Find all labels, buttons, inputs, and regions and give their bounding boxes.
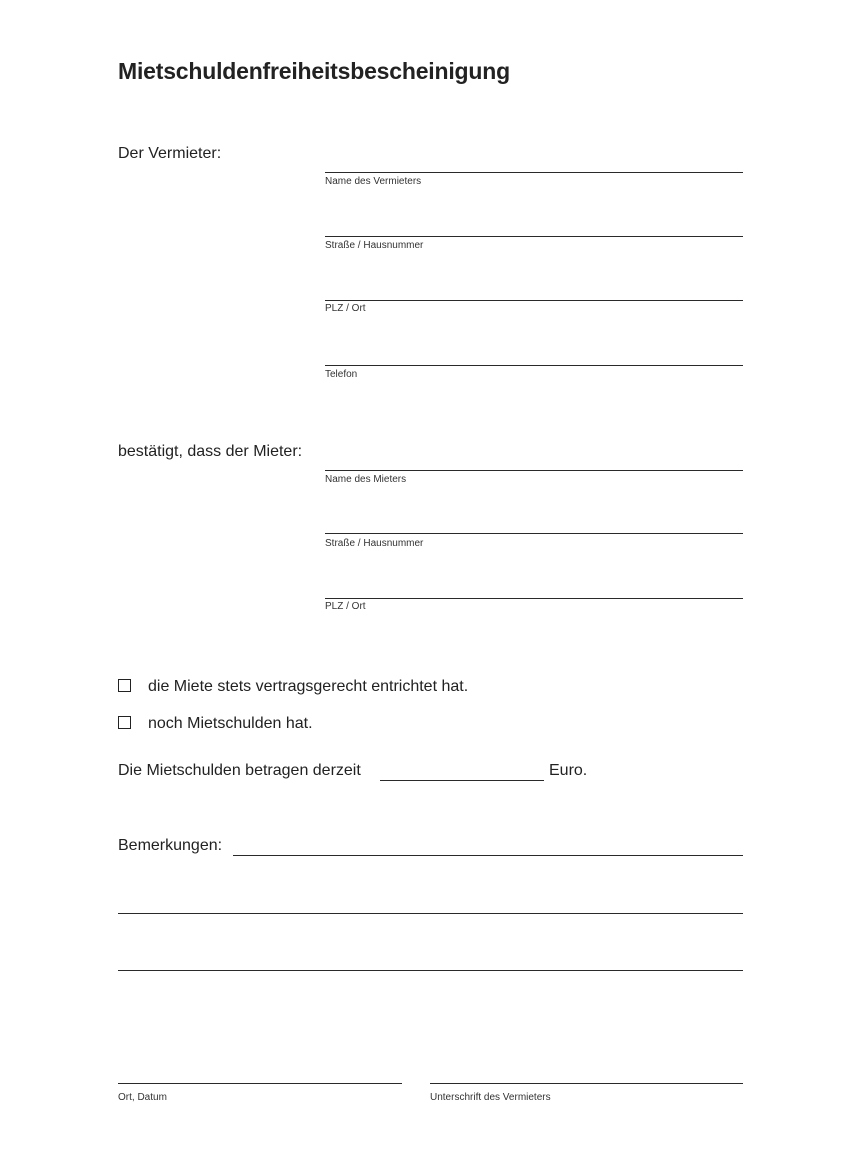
- remarks-line-3[interactable]: [118, 970, 743, 971]
- debt-amount-prefix: Die Mietschulden betragen derzeit: [118, 762, 361, 779]
- landlord-phone-field[interactable]: [325, 365, 743, 366]
- landlord-name-field[interactable]: [325, 172, 743, 173]
- tenant-name-caption: Name des Mieters: [325, 474, 407, 485]
- remarks-line-1[interactable]: [233, 855, 743, 856]
- place-date-caption: Ort, Datum: [118, 1092, 167, 1103]
- landlord-zip-city-field[interactable]: [325, 300, 743, 301]
- landlord-phone-caption: Telefon: [325, 369, 358, 380]
- rent-paid-label: die Miete stets vertragsgerecht entrichtet hat.: [148, 678, 469, 695]
- remarks-line-2[interactable]: [118, 913, 743, 914]
- landlord-label: Der Vermieter:: [118, 145, 222, 162]
- landlord-street-caption: Straße / Hausnummer: [325, 240, 424, 251]
- rent-paid-checkbox[interactable]: [118, 679, 131, 692]
- tenant-street-caption: Straße / Hausnummer: [325, 538, 424, 549]
- tenant-street-field[interactable]: [325, 533, 743, 534]
- signature-field[interactable]: [430, 1083, 743, 1084]
- rent-debt-checkbox[interactable]: [118, 716, 131, 729]
- place-date-field[interactable]: [118, 1083, 402, 1084]
- remarks-label: Bemerkungen:: [118, 837, 223, 854]
- debt-amount-field[interactable]: [380, 780, 544, 781]
- tenant-label: bestätigt, dass der Mieter:: [118, 443, 303, 460]
- tenant-zip-city-caption: PLZ / Ort: [325, 601, 366, 612]
- page-title: Mietschuldenfreiheitsbescheinigung: [118, 58, 510, 84]
- tenant-name-field[interactable]: [325, 470, 743, 471]
- signature-caption: Unterschrift des Vermieters: [430, 1092, 551, 1103]
- landlord-street-field[interactable]: [325, 236, 743, 237]
- rent-debt-label: noch Mietschulden hat.: [148, 715, 313, 732]
- landlord-name-caption: Name des Vermieters: [325, 176, 422, 187]
- debt-amount-suffix: Euro.: [549, 762, 588, 779]
- landlord-zip-city-caption: PLZ / Ort: [325, 303, 366, 314]
- tenant-zip-city-field[interactable]: [325, 598, 743, 599]
